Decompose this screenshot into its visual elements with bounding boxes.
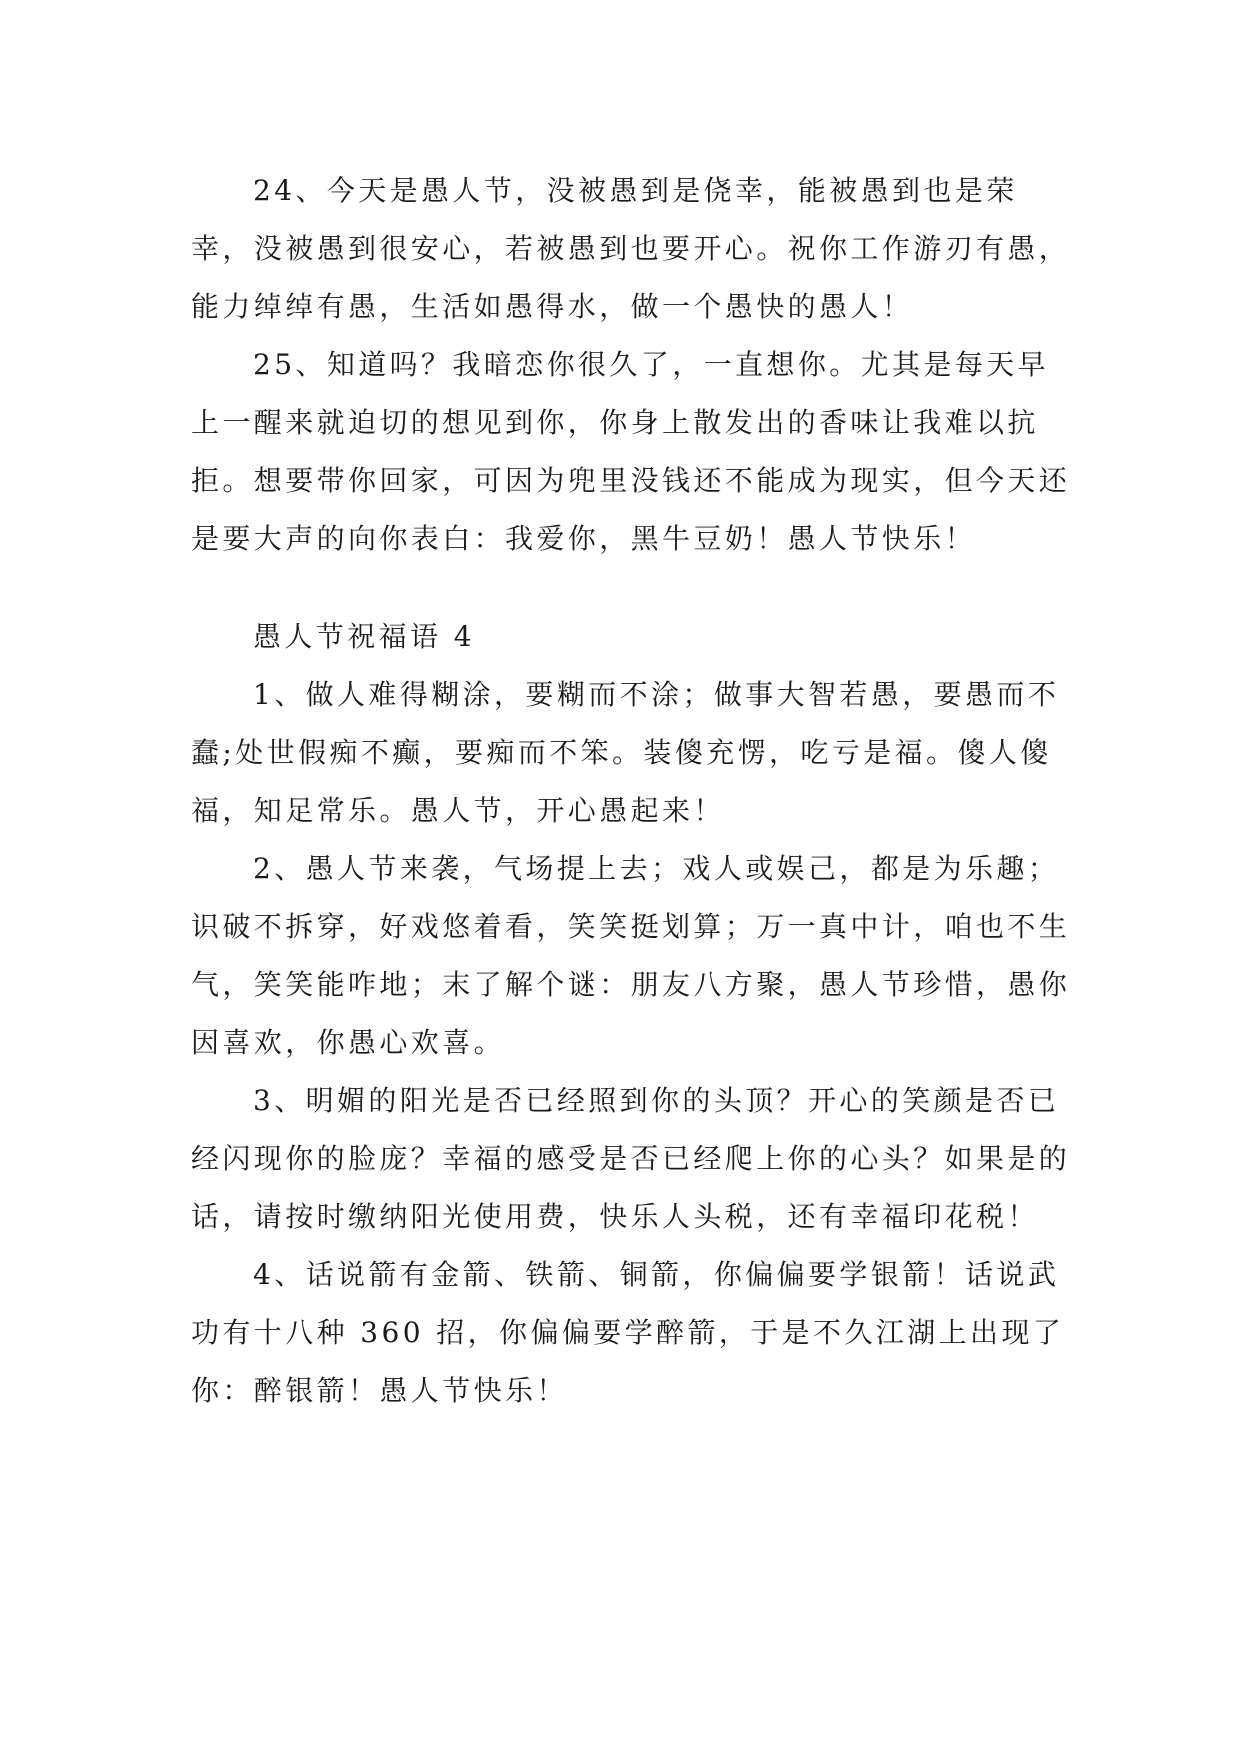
paragraph-2: 2、愚人节来袭，气场提上去；戏人或娱己，都是为乐趣；识破不拆穿，好戏悠着看，笑笑挺划算；万一真中计，咱也不生气，笑笑能咋地；末了解个谜：朋友八方聚，愚人节珍惜，愚你因喜欢，你愚心欢喜。 [191,852,1071,1059]
paragraph-24: 24、今天是愚人节，没被愚到是侥幸，能被愚到也是荣幸，没被愚到很安心，若被愚到也要开心。祝你工作游刃有愚，能力绰绰有愚，生活如愚得水，做一个愚快的愚人！ [191,174,1071,323]
paragraph-1: 1、做人难得糊涂，要糊而不涂；做事大智若愚，要愚而不蠢;处世假痴不癫，要痴而不笨。装傻充愣，吃亏是福。傻人傻福，知足常乐。愚人节，开心愚起来！ [191,678,1060,827]
paragraph-3: 3、明媚的阳光是否已经照到你的头顶？开心的笑颜是否已经闪现你的脸庞？幸福的感受是否已经爬上你的心头？如果是的话，请按时缴纳阳光使用费，快乐人头税，还有幸福印花税！ [191,1084,1071,1233]
paragraph-25: 25、知道吗？我暗恋你很久了，一直想你。尤其是每天早上一醒来就迫切的想见到你，你身上散发出的香味让我难以抗拒。想要带你回家，可因为兜里没钱还不能成为现实，但今天还是要大声的向你表白：我爱你，黑牛豆奶！愚人节快乐！ [191,348,1071,555]
paragraph-4: 4、话说箭有金箭、铁箭、铜箭，你偏偏要学银箭！话说武功有十八种 360 招，你偏偏要学醉箭，于是不久江湖上出现了你：醉银箭！愚人节快乐！ [191,1258,1065,1407]
document-page [191,162,1073,1420]
section-heading: 愚人节祝福语 4 [253,620,475,653]
